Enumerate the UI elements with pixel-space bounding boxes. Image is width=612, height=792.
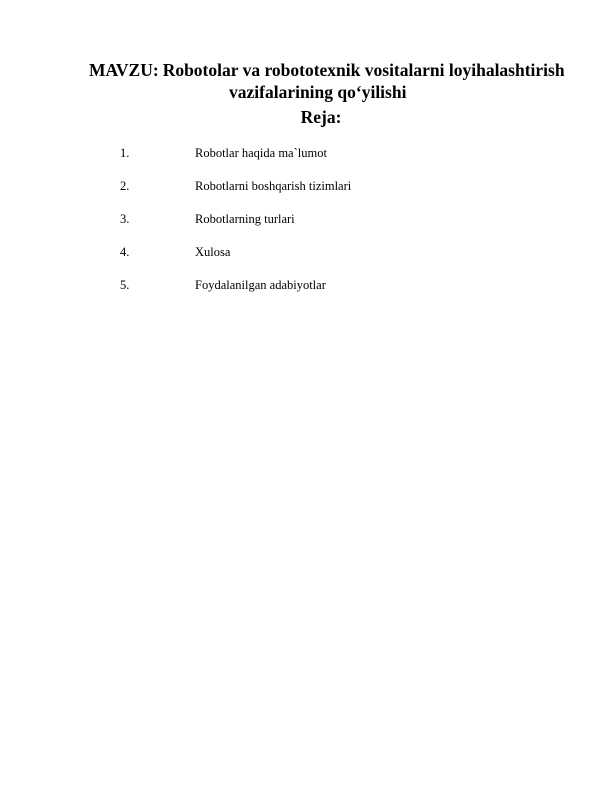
plan-item-text: Foydalanilgan adabiyotlar xyxy=(195,278,326,292)
title-prefix: MAVZU: xyxy=(89,60,159,80)
plan-item-text: Robotlarni boshqarish tizimlari xyxy=(195,179,352,193)
plan-item-text: Robotlar haqida ma`lumot xyxy=(195,146,327,160)
plan-item-text: Xulosa xyxy=(195,245,231,259)
plan-item-number: 1. xyxy=(120,146,130,160)
plan-heading: Reja: xyxy=(300,107,342,127)
plan-item-number: 2. xyxy=(120,179,130,193)
plan-item-text: Robotlarning turlari xyxy=(195,212,295,226)
title-text-line-1: Robotolar va robototexnik vositalarni loyihalashtirish xyxy=(162,60,565,80)
plan-item-number: 4. xyxy=(120,245,130,259)
title-text-line-2: vazifalarining qo‘yilishi xyxy=(229,82,407,102)
plan-item-number: 5. xyxy=(120,278,130,292)
document-title xyxy=(89,59,589,102)
title-line-1 xyxy=(89,59,589,81)
plan-item-number: 3. xyxy=(120,212,130,226)
